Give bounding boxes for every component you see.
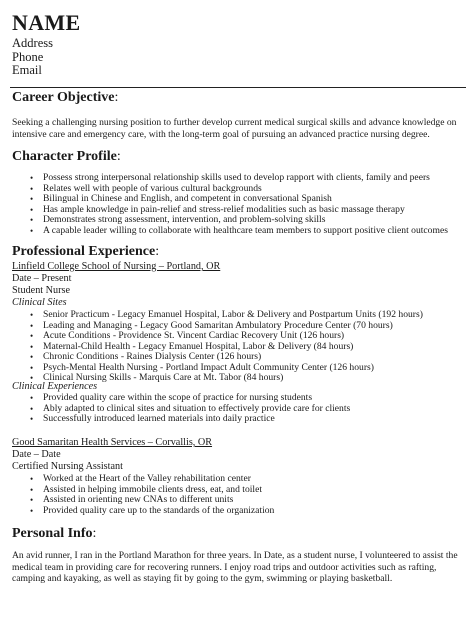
list-item: • Successfully introduced learned materials into daily practice	[12, 414, 350, 425]
job-2-title: Certified Nursing Assistant	[12, 461, 123, 472]
clinical-experiences-label: Clinical Experiences	[12, 381, 98, 392]
list-item: • Demonstrates strong assessment, intervention, and problem-solving skills	[12, 215, 448, 226]
employer-2: Good Samaritan Health Services – Corvallis, OR	[12, 437, 213, 448]
list-item: • Clinical Nursing Skills - Marquis Care at Mt. Tabor (84 hours)	[12, 373, 423, 384]
list-item: • Maternal-Child Health - Legacy Emanuel Hospital, Labor & Delivery (84 hours)	[12, 342, 423, 353]
list-item: • Relates well with people of various cultural backgrounds	[12, 184, 448, 195]
employer-1: Linfield College School of Nursing – Portland, OR	[12, 261, 221, 272]
list-item: • Possess strong interpersonal relationship skills used to develop rapport with clients, family and peers	[12, 173, 448, 184]
list-item: • Psych-Mental Health Nursing - Portland Impact Adult Community Center (126 hours)	[12, 363, 423, 374]
professional-experience-heading: Professional Experience:	[12, 244, 160, 259]
career-objective-text: Seeking a challenging nursing position to further develop current medical surgical skills and advance knowledge on intensive care and emergency care, with the long-term goal of pursuing an advanced practice nursing degree.	[12, 117, 457, 140]
list-item: • Leading and Managing - Legacy Good Samaritan Ambulatory Procedure Center (70 hours)	[12, 321, 423, 332]
job-1-title: Student Nurse	[12, 285, 71, 296]
phone-line: Phone	[12, 49, 44, 64]
character-profile-list	[12, 173, 448, 236]
personal-info-heading: Personal Info:	[12, 526, 97, 541]
email-line: Email	[12, 63, 42, 77]
clinical-experiences-list	[12, 393, 350, 425]
list-item: • Assisted in helping immobile clients dress, eat, and toilet	[12, 485, 274, 496]
list-item: • Acute Conditions - Providence St. Vincent Cardiac Recovery Unit (126 hours)	[12, 331, 423, 342]
contact-block	[12, 37, 53, 78]
list-item: • Senior Practicum - Legacy Emanuel Hospital, Labor & Delivery and Postpartum Units (192 hours)	[12, 310, 423, 321]
job-1-dates: Date – Present	[12, 273, 72, 284]
list-item: • Provided quality care within the scope of practice for nursing students	[12, 393, 350, 404]
list-item: • A capable leader willing to collaborate with healthcare team members to support positive client outcomes	[12, 226, 448, 237]
career-objective-heading: Career Objective:	[12, 90, 119, 105]
personal-info-text: An avid runner, I ran in the Portland Marathon for three years. In Date, as a student nurse, I volunteered to assist the medical team in providing care for recovering runners. I enjoy road trips and outdoor activities such as rafting, camping and kayaking, as well as staying fit by going to the gym, swimming or playing basketball.	[12, 550, 458, 584]
section-divider	[10, 87, 466, 88]
list-item: • Provided quality care up to the standards of the organization	[12, 506, 274, 517]
character-profile-heading: Character Profile:	[12, 149, 121, 164]
job-2-duties-list	[12, 474, 274, 516]
list-item: • Bilingual in Chinese and English, and competent in conversational Spanish	[12, 194, 448, 205]
clinical-sites-list	[12, 310, 423, 384]
job-2-dates: Date – Date	[12, 449, 61, 460]
list-item: • Assisted in orienting new CNAs to different units	[12, 495, 274, 506]
list-item: • Chronic Conditions - Raines Dialysis Center (126 hours)	[12, 352, 423, 363]
list-item: • Worked at the Heart of the Valley rehabilitation center	[12, 474, 274, 485]
list-item: • Ably adapted to clinical sites and situation to effectively provide care for clients	[12, 404, 350, 415]
clinical-sites-label: Clinical Sites	[12, 297, 67, 308]
applicant-name: NAME	[12, 10, 81, 35]
list-item: • Has ample knowledge in pain-relief and stress-relief modalities such as basic massage therapy	[12, 205, 448, 216]
address-line: Address	[12, 36, 53, 50]
